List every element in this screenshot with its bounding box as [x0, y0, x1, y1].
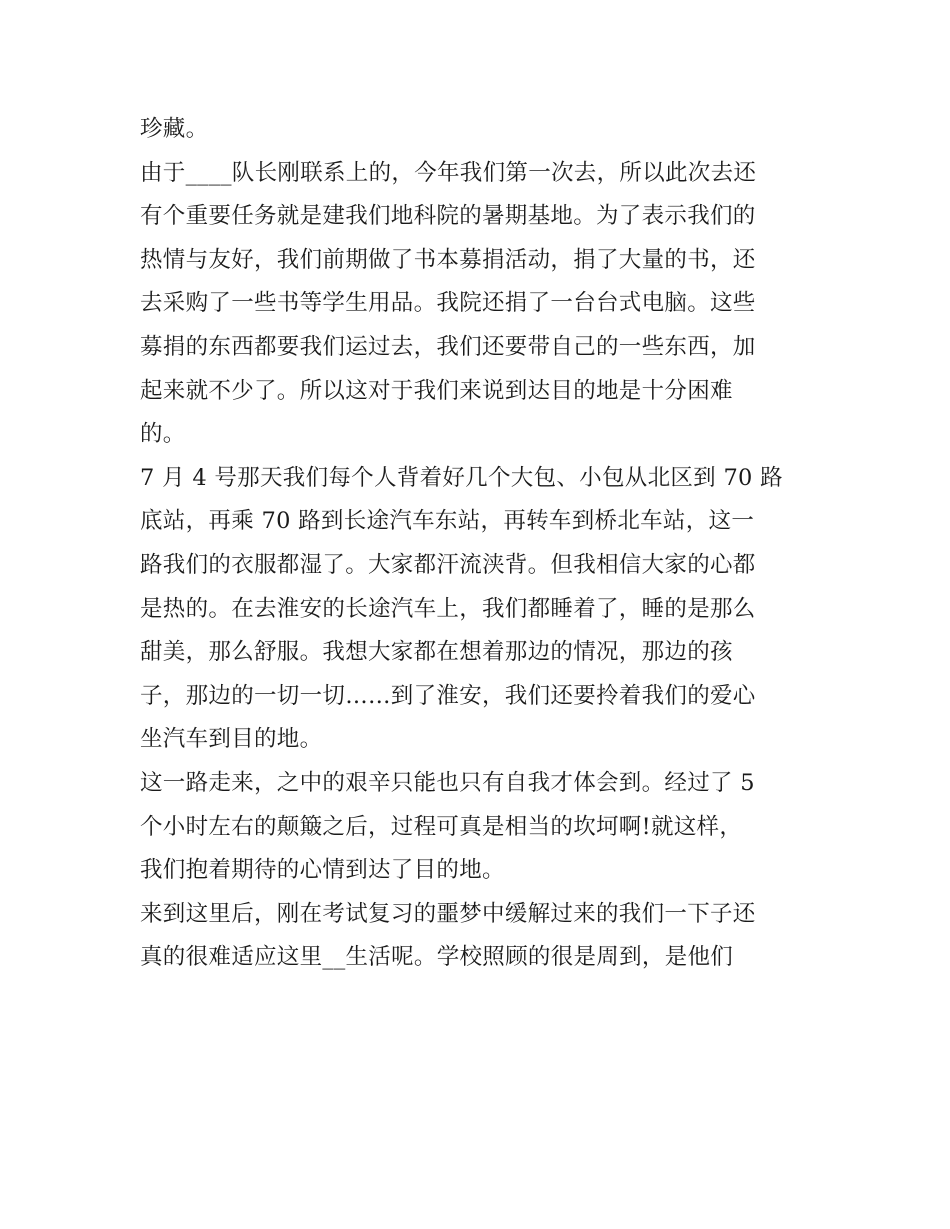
- text-line: 来到这里后，刚在考试复习的噩梦中缓解过来的我们一下子还: [140, 900, 756, 927]
- text-line: 这一路走来，之中的艰辛只能也只有自我才体会到。经过了 5: [140, 769, 755, 796]
- text-line: 是热的。在去淮安的长途汽车上，我们都睡着了，睡的是那么: [140, 595, 756, 622]
- body-text: [140, 108, 830, 980]
- text-line: 甜美，那么舒服。我想大家都在想着那边的情况，那边的孩: [140, 639, 733, 666]
- text-line: 募捐的东西都要我们运过去，我们还要带自己的一些东西，加: [140, 333, 756, 360]
- text-line: 路我们的衣服都湿了。大家都汗流浃背。但我相信大家的心都: [140, 551, 756, 578]
- text-line: 底站，再乘 70 路到长途汽车东站，再转车到桥北车站，这一: [140, 508, 755, 535]
- text-line: 子，那边的一切一切……到了淮安，我们还要拎着我们的爱心: [140, 682, 756, 709]
- text-line: 起来就不少了。所以这对于我们来说到达目的地是十分困难: [140, 377, 733, 404]
- text-line: 个小时左右的颠簸之后，过程可真是相当的坎坷啊!就这样，: [140, 813, 743, 840]
- text-line: 真的很难适应这里__生活呢。学校照顾的很是周到，是他们: [140, 944, 734, 971]
- text-line: 的。: [140, 421, 186, 448]
- text-line: 坐汽车到目的地。: [140, 726, 323, 753]
- text-line: 有个重要任务就是建我们地科院的暑期基地。为了表示我们的: [140, 203, 756, 230]
- text-line: 7 月 4 号那天我们每个人背着好几个大包、小包从北区到 70 路: [140, 464, 783, 491]
- text-line: 珍藏。: [140, 116, 209, 142]
- text-line: 去采购了一些书等学生用品。我院还捐了一台台式电脑。这些: [140, 290, 756, 317]
- text-line: 热情与友好，我们前期做了书本募捐活动，捐了大量的书，还: [140, 246, 756, 273]
- text-line: 由于____队长刚联系上的，今年我们第一次去，所以此次去还: [140, 159, 757, 186]
- text-line: 我们抱着期待的心情到达了目的地。: [140, 857, 505, 884]
